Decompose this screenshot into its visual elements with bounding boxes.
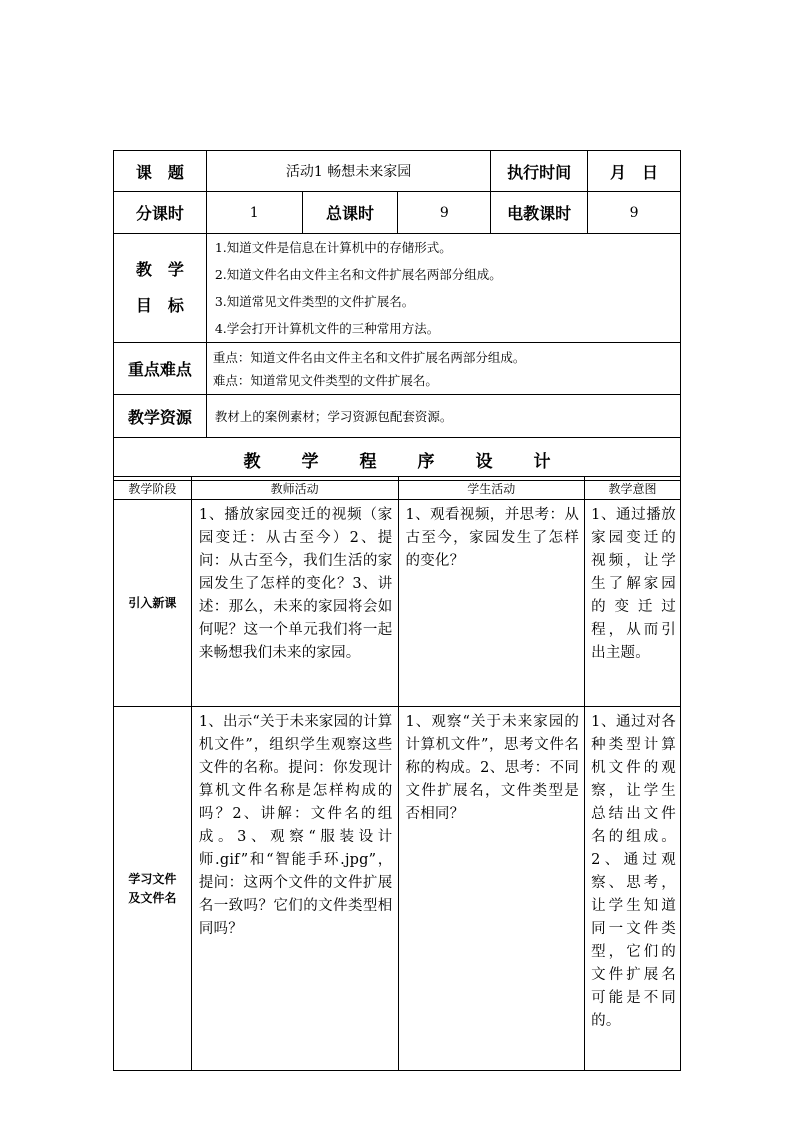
design-title-char: 计 [533,451,551,472]
key-points-content [206,343,680,395]
teacher-activity: 1、播放家园变迁的视频（家园变迁：从古至今）2、提问：从古至今，我们生活的家园发生了怎样的变化？3、讲述：那么，未来的家园将会如何呢？这一个单元我们将一起来畅想我们未来的家园。 [191,500,398,707]
stage-cell: 引入新课 [114,500,192,707]
procedure-table [113,476,681,1071]
column-header-student: 学生活动 [398,477,585,500]
resources-value: 教材上的案例素材；学习资源包配套资源。 [206,395,680,438]
objective-item: 3.知道常见文件类型的文件扩展名。 [214,294,415,309]
column-header-intent: 教学意图 [585,477,681,500]
difficult-point: 难点：知道常见文件类型的文件扩展名。 [212,372,438,388]
stage-line-1: 学习文件 [128,871,177,886]
student-activity: 1、观察“关于未来家园的计算机文件”，思考文件名称的构成。2、思考：不同文件扩展名，文件类型是否相同？ [398,707,585,1071]
key-point: 重点：知道文件名由文件主名和文件扩展名两部分组成。 [212,349,526,365]
lesson-info-table [113,150,681,481]
column-header-teacher: 教师活动 [191,477,398,500]
design-title-char: 程 [359,451,377,472]
teacher-activity: 1、出示“关于未来家园的计算机文件”，组织学生观察这些文件的名称。提问：你发现计算机文件名称是怎样构成的吗？2、讲解：文件名的组成。3、观察“服装设计师.gif”和“智能手环.jpg”，提问：这两个文件的文件扩展名一致吗？它们的文件类型相同吗？ [191,707,398,1071]
sub-hours-label: 分课时 [114,192,207,234]
design-section-title [114,438,681,481]
objective-item: 4.学会打开计算机文件的三种常用方法。 [214,321,440,336]
table-row [114,500,681,707]
objective-item: 2.知道文件名由文件主名和文件扩展名两部分组成。 [214,267,502,282]
objectives-label-line-2: 目 标 [135,296,184,315]
stage-cell [114,707,192,1071]
edu-hours-value: 9 [588,192,681,234]
objectives-label-line-1: 教 学 [135,260,184,279]
topic-label: 课 题 [114,151,207,192]
resources-label: 教学资源 [114,395,207,438]
total-hours-value: 9 [398,192,491,234]
table-row [114,707,681,1071]
column-header-stage: 教学阶段 [114,477,192,500]
exec-time-label: 执行时间 [491,151,588,192]
teaching-intent: 1、通过播放家园变迁的视频，让学生了解家园的变迁过程，从而引出主题。 [585,500,681,707]
objectives-list [206,234,680,343]
design-title-char: 学 [301,451,319,472]
stage-line-2: 及文件名 [128,890,177,905]
exec-time-value: 月 日 [588,151,681,192]
design-title-char: 设 [475,451,493,472]
edu-hours-label: 电教课时 [491,192,588,234]
objective-item: 1.知道文件是信息在计算机中的存储形式。 [214,240,452,255]
objectives-label [114,234,207,343]
sub-hours-value: 1 [206,192,302,234]
total-hours-label: 总课时 [302,192,398,234]
teaching-intent: 1、通过对各种类型计算机文件的观察，让学生总结出文件名的组成。2、通过观察、思考，让学生知道同一文件类型，它们的文件扩展名可能是不同的。 [585,707,681,1071]
design-title-char: 序 [417,451,435,472]
key-points-label: 重点难点 [114,343,207,395]
design-title-char: 教 [243,451,261,472]
student-activity: 1、观看视频，并思考：从古至今，家园发生了怎样的变化？ [398,500,585,707]
topic-value: 活动1 畅想未来家园 [206,151,490,192]
